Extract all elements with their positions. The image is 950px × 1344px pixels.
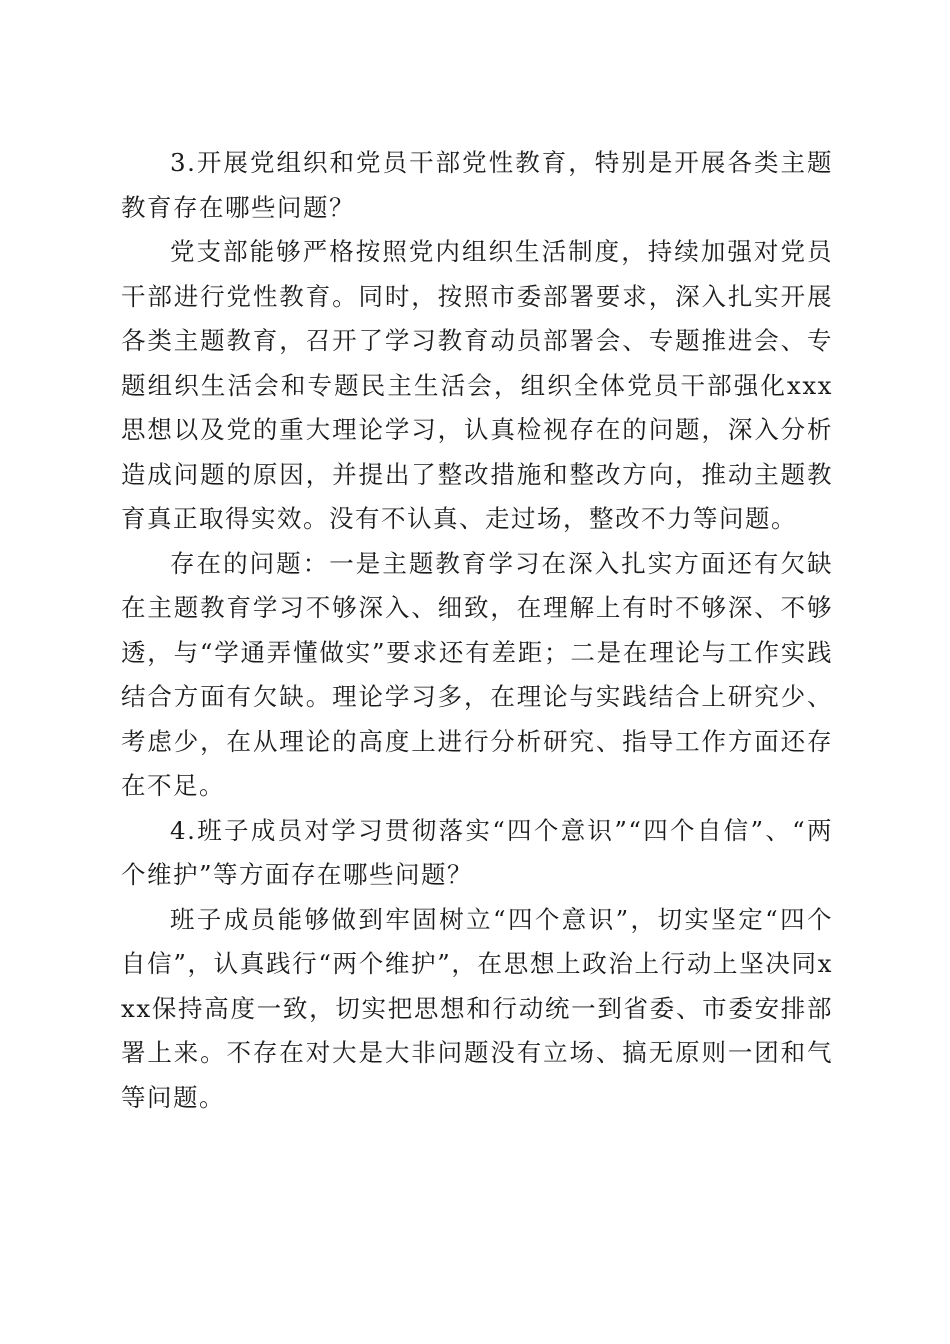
question-3-problems: 存在的问题：一是主题教育学习在深入扎实方面还有欠缺在主题教育学习不够深入、细致，在理解上有时不够深、不够透，与“学通弄懂做实”要求还有差距；二是在理论与工作实践结合方面有欠缺。理论学习多，在理论与实践结合上研究少、考虑少，在从理论的高度上进行分析研究、指导工作方面还存在不足。 (121, 548, 833, 800)
question-4-heading: 4.班子成员对学习贯彻落实“四个意识”“四个自信”、“两个维护”等方面存在哪些问题？ (121, 815, 833, 889)
question-3-answer: 党支部能够严格按照党内组织生活制度，持续加强对党员干部进行党性教育。同时，按照市委部署要求，深入扎实开展各类主题教育，召开了学习教育动员部署会、专题推进会、专题组织生活会和专题民主生活会，组织全体党员干部强化xxx思想以及党的重大理论学习，认真检视存在的问题，深入分析造成问题的原因，并提出了整改措施和整改方向，推动主题教育真正取得实效。没有不认真、走过场，整改不力等问题。 (121, 237, 833, 533)
document-body (121, 141, 833, 1120)
question-4-answer: 班子成员能够做到牢固树立“四个意识”，切实坚定“四个自信”，认真践行“两个维护”，在思想上政治上行动上坚决同xxx保持高度一致，切实把思想和行动统一到省委、市委安排部署上来。不存在对大是大非问题没有立场、搞无原则一团和气等问题。 (121, 904, 833, 1112)
question-3-heading: 3.开展党组织和党员干部党性教育，特别是开展各类主题教育存在哪些问题？ (121, 148, 833, 222)
